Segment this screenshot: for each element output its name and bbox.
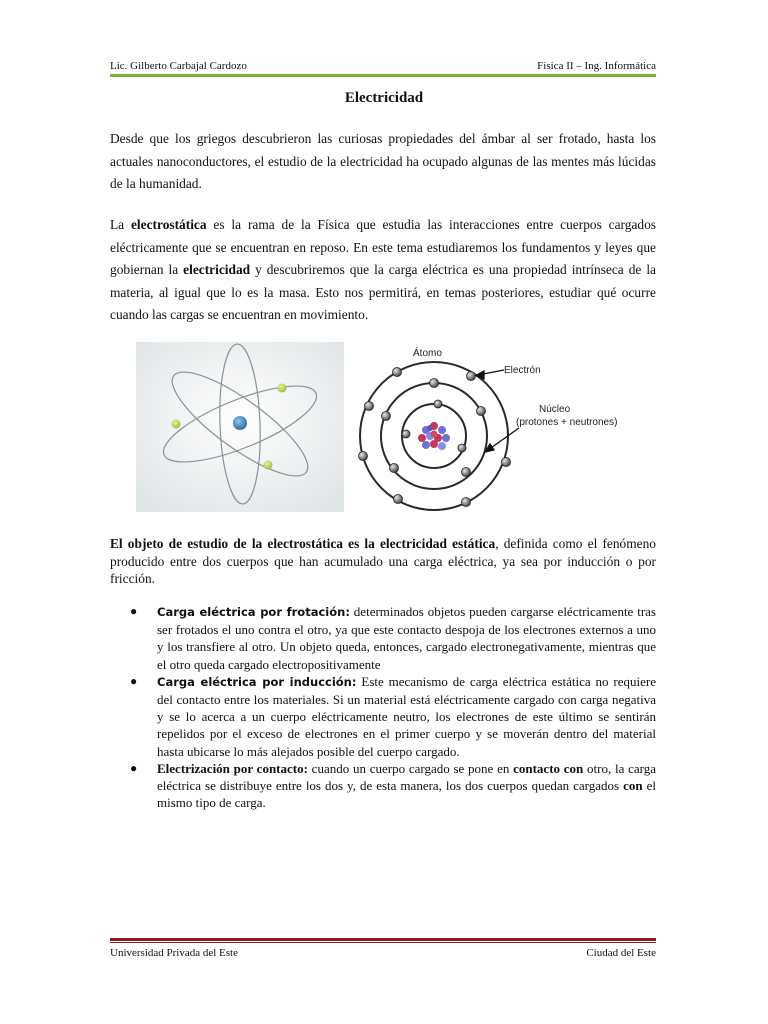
nucleus-sphere [233, 416, 247, 430]
header-rule [110, 74, 656, 77]
footer-rule [110, 938, 656, 941]
charging-methods-list [110, 603, 656, 811]
bullet-text: el mismo tipo de carga. [157, 778, 656, 811]
electron-sphere [264, 461, 273, 470]
bullet-bold: con [623, 778, 643, 794]
bullet-text: otro, la carga eléctrica se distribuye entre los dos y, de esta manera, los dos cuerpos quedan cargados [157, 760, 656, 794]
p2-text-a: La [110, 217, 131, 232]
nucleus-cluster [418, 422, 450, 450]
header-author: Lic. Gilberto Carbajal Cardozo [110, 60, 247, 72]
list-item [110, 673, 656, 760]
p3-rest: , definida como el fenómeno producido entre dos cuerpos que han acumulado una carga eléctrica, ya sea por inducción o por fricción. [110, 536, 656, 586]
bullet-text: Este mecanismo de carga eléctrica estática no requiere del contacto entre los materiales. Si un material está eléctricamente cargado con carga negativa y se lo acerca a un cuerpo eléctricamente neutro, los electrones de este último se sentirán repelidos por el exceso de electrones en el primer cuerpo y se moverán dentro del material hasta ubicarse lo más alejados posible del cuerpo cargado. [157, 673, 656, 759]
header-course: Física II – Ing. Informática [537, 60, 656, 72]
electron-sphere [278, 384, 287, 393]
nucleus-detail-label: (protones + neutrones) [516, 417, 618, 428]
page-title: Electricidad [344, 90, 424, 106]
bullet-icon: ● [130, 760, 138, 775]
atom-label: Átomo [413, 348, 442, 359]
bullet-title: Electrización por contacto: [157, 760, 308, 776]
list-item [110, 760, 656, 812]
bullet-icon: ● [130, 604, 138, 618]
p2-text-c: es la rama de la Física que estudia las interacciones entre cuerpos cargados eléctricamente que se encuentran en reposo. En este tema estudiaremos los fundamentos y leyes que gobiernan la [110, 217, 656, 277]
bullet-text: determinados objetos pueden cargarse eléctricamente tras ser frotados el uno contra el otro, ya que este contacto despoja de los electrones externos a uno y los transfiere al otro. Un objeto queda, entonces, cargado electronegativamente, mientras que el otro queda cargado electropositivamente [157, 604, 656, 672]
bullet-icon: ● [130, 673, 138, 688]
bullet-bold: contacto con [513, 760, 584, 776]
bohr-atom-diagram [354, 344, 644, 516]
bullet-text: cuando un cuerpo cargado se pone en [307, 760, 514, 776]
footer-rule-thin [110, 942, 656, 943]
nucleus-label: Núcleo [539, 404, 571, 415]
page-footer [110, 945, 656, 961]
bullet-title: Carga eléctrica por frotación: [157, 605, 350, 619]
p2-bold-electricidad: electricidad [183, 262, 251, 277]
electrostatics-paragraph [110, 214, 656, 327]
footer-university: Universidad Privada del Este [110, 947, 238, 959]
p3-bold: El objeto de estudio de la electrostática es la electricidad estática [110, 536, 496, 551]
electron-sphere [172, 420, 181, 429]
object-of-study-paragraph [110, 535, 656, 588]
footer-city: Ciudad del Este [586, 947, 656, 959]
bullet-title: Carga eléctrica por inducción: [157, 674, 357, 689]
p2-bold-electrostatica: electrostática [130, 217, 207, 232]
p2-text-e: y descubriremos que la carga eléctrica es una propiedad intrínseca de la materia, al igual que lo es la masa. Esto nos permitirá, en temas posteriores, estudiar qué ocurre cuando las cargas se encuentran en movimiento. [110, 262, 656, 322]
list-item [110, 603, 656, 673]
atom-orbit-image [136, 342, 344, 512]
page-header [110, 58, 656, 74]
electron-label: Electrón [504, 365, 541, 376]
intro-paragraph: Desde que los griegos descubrieron las curiosas propiedades del ámbar al ser frotado, hasta los actuales nanoconductores, el estudio de la electricidad ha ocupado algunas de las mentes más lúcidas de la humanidad. [110, 131, 656, 191]
